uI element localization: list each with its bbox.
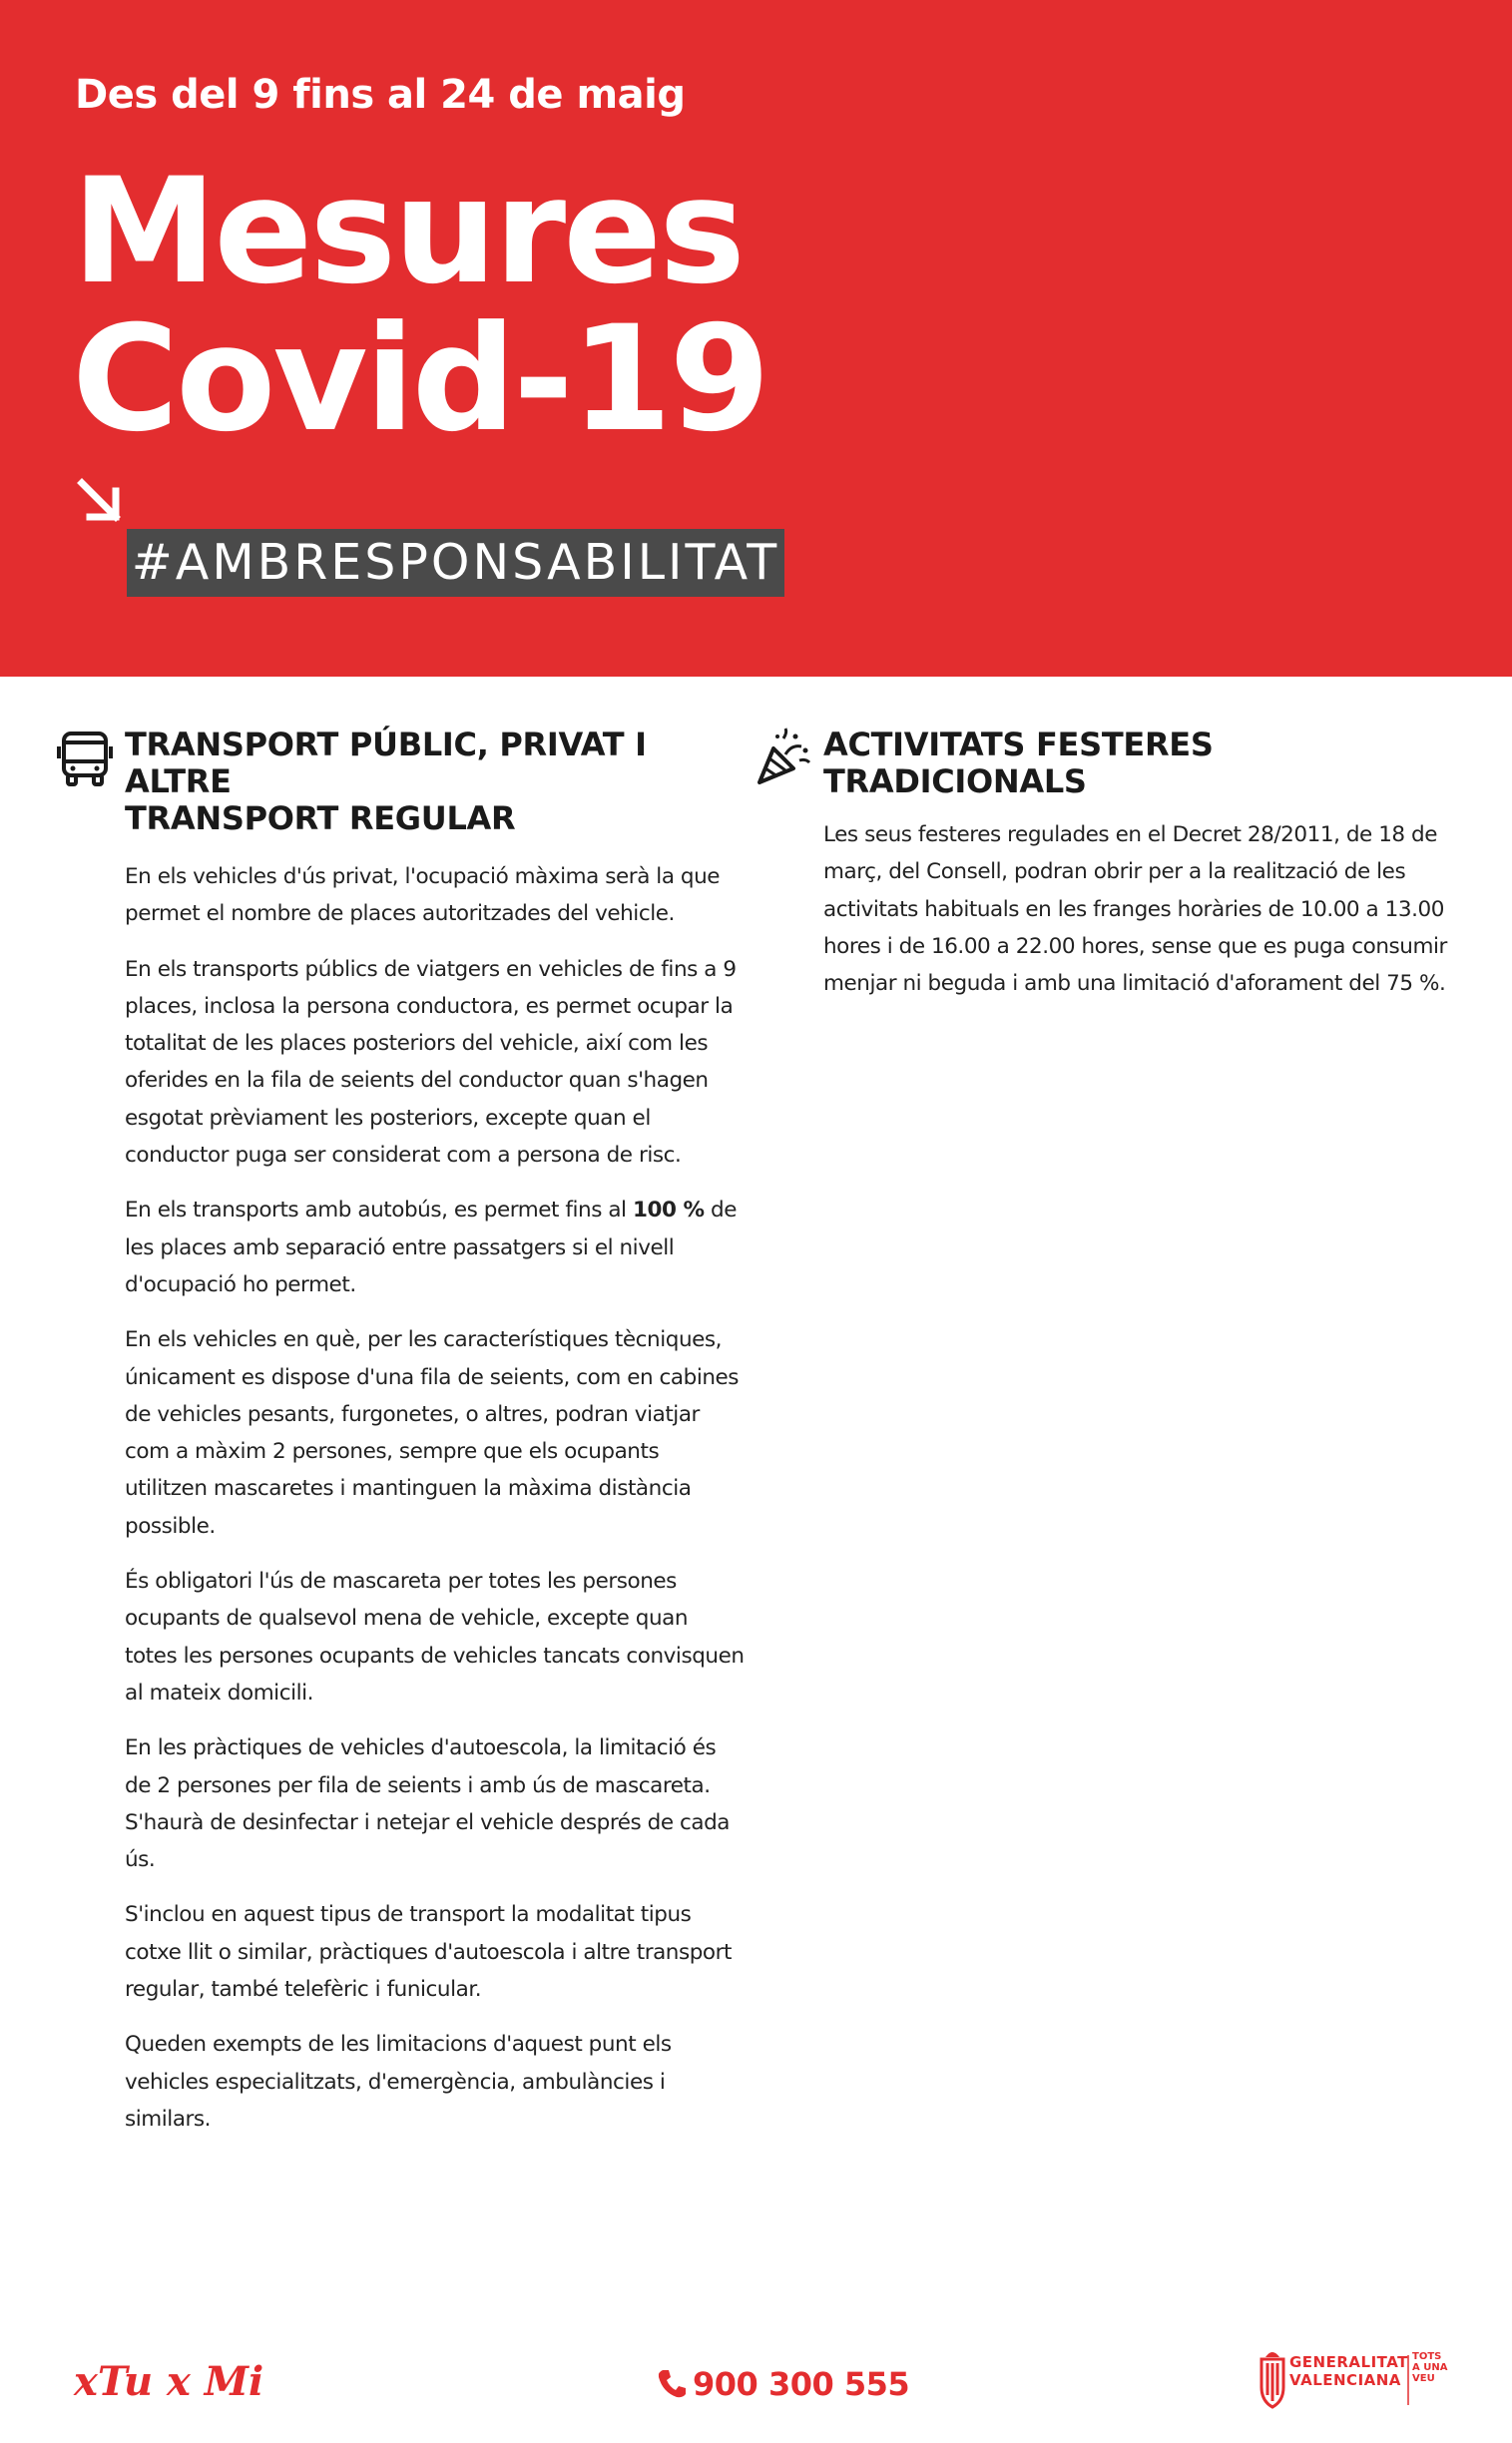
transport-paragraph <box>125 1192 746 1303</box>
hero-banner <box>0 0 1512 677</box>
arrow-down-right-icon <box>76 477 126 529</box>
phone-number[interactable]: 900 300 555 <box>693 2365 910 2403</box>
transport-title-line-2: TRANSPORT REGULAR <box>125 799 516 837</box>
institution-line-2: VALENCIANA <box>1289 2371 1401 2389</box>
p3-highlight: 100 % <box>632 1198 705 1223</box>
transport-paragraph: És obligatori l'ús de mascareta per totes les persones ocupants de qualsevol mena de vehicle, excepte quan totes les persones ocupants de vehicles tancats convisquen al mateix domicili. <box>125 1569 745 1706</box>
bus-icon <box>57 729 113 788</box>
transport-title <box>125 727 746 837</box>
festes-body <box>756 816 1454 1002</box>
campaign-logo <box>74 2349 264 2409</box>
p3-text: En els transports amb autobús, es permet fins al <box>125 1198 633 1223</box>
transport-paragraph: En les pràctiques de vehicles d'autoescola, la limitació és de 2 persones per fila de seients i amb ús de mascareta. S'haurà de desinfectar i netejar el vehicle després de cada ús. <box>125 1735 731 1873</box>
festes-title: ACTIVITATS FESTERES TRADICIONALS <box>823 726 1214 800</box>
festes-section <box>756 727 1454 1020</box>
transport-paragraph: Queden exempts de les limitacions d'aquest punt els vehicles especialitzats, d'emergència, ambulàncies i similars. <box>125 2032 672 2132</box>
title-line-1: Mesures <box>72 147 744 316</box>
transport-paragraph: En els vehicles d'ús privat, l'ocupació màxima serà la que permet el nombre de places autoritzades del vehicle. <box>125 864 721 927</box>
festes-paragraph: Les seus festeres regulades en el Decret 28/2011, de 18 de març, del Consell, podran obrir per a la realització de les activitats habituals en les franges horàries de 10.00 a 13.00 hores i de 16.00 a 22.00 hores, sense que es puga consumir menjar ni beguda i amb una limitació d'aforament del 75 %. <box>823 822 1447 997</box>
festes-header <box>756 727 1454 800</box>
date-range: Des del 9 fins al 24 de maig <box>75 72 686 118</box>
page-title <box>72 147 767 464</box>
transport-paragraph: S'inclou en aquest tipus de transport la modalitat tipus cotxe llit o similar, pràctiques d'autoescola i altre transport regular, també telefèric i funicular. <box>125 1902 733 2003</box>
transport-section <box>57 727 746 2156</box>
p3-text-cont: de les places amb separació entre passatgers si el nivell d'ocupació ho permet. <box>125 1198 737 1297</box>
slogan: TOTS A UNA VEU <box>1412 2351 1448 2384</box>
transport-body <box>57 858 746 2138</box>
transport-paragraph: En els vehicles en què, per les característiques tècniques, únicament es dispose d'una fila de seients, com en cabines de vehicles pesants, furgonetes, o altres, podran viatjar com a màxim 2 persones, sempre que els ocupants utilitzen mascaretes i mantinguen la màxima distància possible. <box>125 1327 740 1539</box>
generalitat-wordmark <box>1289 2353 1408 2389</box>
transport-header <box>57 727 746 837</box>
party-popper-icon <box>756 729 811 788</box>
transport-paragraph: En els transports públics de viatgers en vehicles de fins a 9 places, inclosa la persona conductora, es permet ocupar la totalitat de les places posteriors del vehicle, així com les oferides en la fila de seients del conductor quan s'hagen esgotat prèviament les posteriors, excepte quan el conductor puga ser considerat com a persona de risc. <box>125 956 737 1169</box>
footer <box>0 2325 1512 2435</box>
svg-text:xTu x Mi: xTu x Mi <box>74 2358 264 2405</box>
institution-line-1: GENERALITAT <box>1289 2353 1408 2371</box>
title-line-2: Covid-19 <box>72 294 767 464</box>
phone-icon <box>657 2367 687 2399</box>
transport-title-line-1: TRANSPORT PÚBLIC, PRIVAT I ALTRE <box>125 726 647 800</box>
hashtag-badge: #AMBRESPONSABILITAT <box>127 529 784 597</box>
